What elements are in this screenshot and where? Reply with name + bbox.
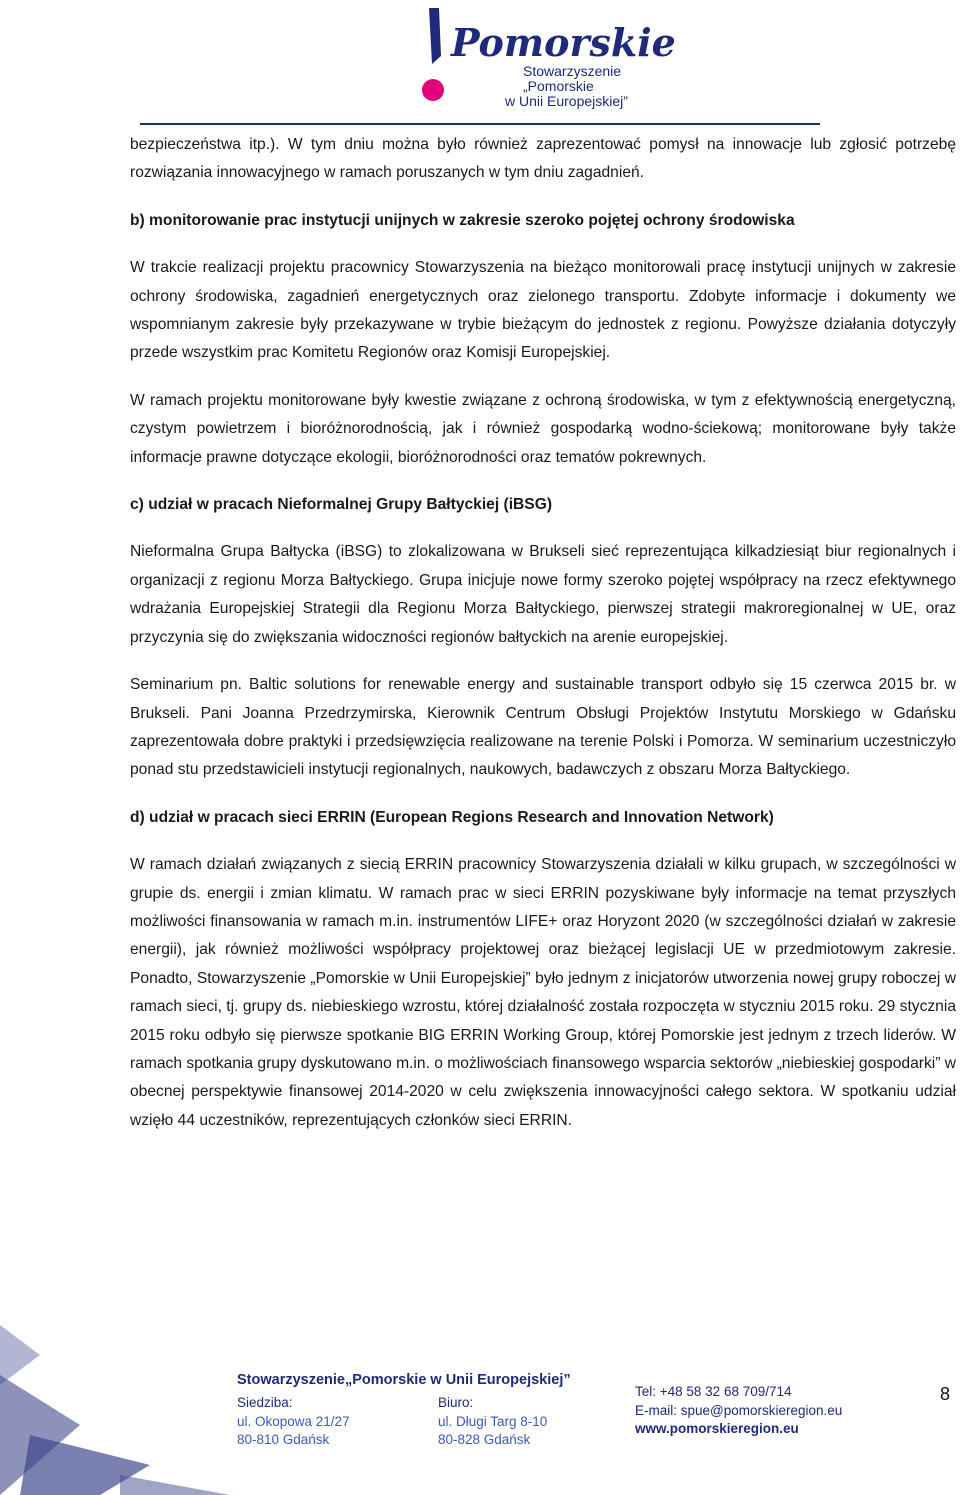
office-street: ul. Długi Targ 8-10 — [438, 1413, 548, 1429]
footer-contact — [635, 1383, 842, 1439]
paragraph: Seminarium pn. Baltic solutions for renewable energy and sustainable transport odbyło się 15 czerwca 2015 br. w Brukseli. Pani Joanna Przedrzymirska, Kierownik Centrum Obsługi Projektów Instytutu Morskiego w Gdańsku zaprezentowała dobre praktyki i przedsięwzięcia realizowane na terenie Polski i Pomorza. W seminarium uczestniczyło ponad stu przedstawicieli instytucji regionalnych, naukowych, badawczych z obszaru Morza Bałtyckiego. — [130, 676, 956, 779]
seat-label: Siedziba: — [237, 1395, 293, 1410]
footer-organization-name: Stowarzyszenie„Pomorskie w Unii Europejskiej” — [237, 1372, 571, 1388]
seat-city: 80-810 Gdańsk — [237, 1432, 330, 1447]
office-city: 80-828 Gdańsk — [438, 1432, 531, 1447]
footer-office-address — [438, 1394, 547, 1450]
svg-text:Stowarzyszenie: Stowarzyszenie — [523, 63, 622, 79]
paragraph: W ramach działań związanych z siecią ERRIN pracownicy Stowarzyszenia działali w kilku grupach, w szczególności w grupie ds. energii i zmian klimatu. W ramach prac w sieci ERRIN pozyskiwane były informacje na temat przyszłych możliwości finansowania w ramach m.in. instrumentów LIFE+ oraz Horyzont 2020 (w szczególności działań w zakresie energii), jak również możliwości współpracy projektowej oraz bieżącej legislacji UE w przedmiotowym zakresie. Ponadto, Stowarzyszenie „Pomorskie w Unii Europejskiej” było jednym z inicjatorów utworzenia nowej grupy roboczej w ramach sieci, tj. grupy ds. niebieskiego wzrostu, której działalność została rozpoczęta w styczniu 2015 roku. 29 stycznia 2015 roku odbyło się pierwsze spotkanie BIG ERRIN Working Group, której Pomorskie jest jednym z trzech liderów. W ramach spotkania grupy dyskutowano m.in. o możliwościach finansowego wsparcia sektorów „niebieskiej gospodarki” w obecnej perspektywie finansowej 2014-2020 w celu zwiększenia innowacyjności całego sektora. W spotkaniu udział wzięło 44 uczestników, reprezentujących członków sieci ERRIN. — [130, 856, 956, 1129]
svg-text:Pomorskie: Pomorskie — [451, 20, 676, 65]
paragraph: W ramach projektu monitorowane były kwestie związane z ochroną środowiska, w tym z efektywnością energetyczną, czystym powietrzem i bioróżnorodnością, jak i również gospodarką wodno-ściekową; monitorowane były także informacje prawne dotyczące ekologii, bioróżnorodności oraz tematów pokrewnych. — [130, 391, 956, 466]
document-body — [130, 131, 956, 1154]
section-heading-c: c) udział w pracach Nieformalnej Grupy Bałtyckiej (iBSG) — [130, 496, 553, 514]
svg-text:w Unii Europejskiej”: w Unii Europejskiej” — [505, 93, 628, 109]
paragraph: Nieformalna Grupa Bałtycka (iBSG) to zlokalizowana w Brukseli sieć reprezentująca kilkadziesiąt biur regionalnych i organizacji z regionu Morza Bałtyckiego. Grupa inicjuje nowe formy szeroko pojętej współpracy na rzecz efektywnego wdrażania Europejskiej Strategii dla Regionu Morza Bałtyckiego, pierwszej strategii makroregionalnej w UE, oraz przyczynia się do zwiększania widoczności regionów bałtyckich na arenie europejskiej. — [130, 543, 956, 646]
footer-website-link[interactable]: www.pomorskieregion.eu — [635, 1421, 799, 1436]
seat-street: ul. Okopowa 21/27 — [237, 1413, 350, 1429]
footer-wave-decoration-icon — [0, 1315, 230, 1495]
footer-seat-address — [237, 1394, 350, 1450]
section-heading-d: d) udział w pracach sieci ERRIN (European Regions Research and Innovation Network) — [130, 808, 774, 826]
paragraph: bezpieczeństwa itp.). W tym dniu można było również zaprezentować pomysł na innowacje lub zgłosić potrzebę rozwiązania innowacyjnego w ramach poruszanych w tym dniu zagadnień. — [130, 136, 956, 182]
footer-phone: Tel: +48 58 32 68 709/714 — [635, 1384, 792, 1399]
section-heading-b: b) monitorowanie prac instytucji unijnych w zakresie szeroko pojętej ochrony środowiska — [130, 211, 795, 229]
svg-text:„Pomorskie: „Pomorskie — [523, 78, 594, 94]
page-number: 8 — [940, 1384, 951, 1404]
pomorskie-logo-icon — [415, 6, 676, 109]
paragraph: W trakcie realizacji projektu pracownicy Stowarzyszenia na bieżąco monitorowali pracę instytucji unijnych w zakresie ochrony środowiska, zagadnień energetycznych oraz zielonego transportu. Zdobyte informacje i dokumenty we wspomnianym zakresie były przekazywane w trybie bieżącym do jednostek z regionu. Powyższe działania dotyczyły przede wszystkim prac Komitetu Regionów oraz Komisji Europejskiej. — [130, 259, 956, 362]
footer-email[interactable]: E-mail: spue@pomorskieregion.eu — [635, 1402, 843, 1418]
office-label: Biuro: — [438, 1395, 474, 1410]
header-divider — [140, 123, 820, 125]
organization-logo — [415, 6, 676, 109]
